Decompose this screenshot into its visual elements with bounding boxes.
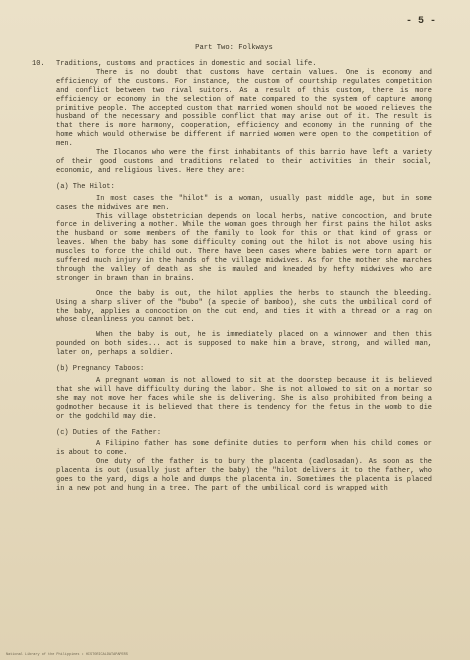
section-heading	[32, 60, 432, 69]
hilot-paragraph-2: This village obstetrician depends on local herbs, native concoction, and brute force in delivering a mother. While the woman goes through her first pains the hilot asks the husband or some members of the family to look for this or that kind of grass or leaves. When the baby has some difficulty coming out the hilot is not above using his muscles to force the child out. There have been cases where babies were torn apart or suffered much injury in the hands of the village midwives. As for the mother she marches through the valley of death as she is mauled and kneaded by hefty midwives who are stronger in brawn than in brains.	[56, 212, 432, 283]
footer-credit: National Library of the Philippines • HISTORICALDATAPAPERS	[6, 653, 128, 657]
page-number: - 5 -	[405, 16, 436, 27]
hilot-paragraph-1: In most cases the "hilot" is a woman, usually past middle age, but in some cases the midwives are men.	[56, 194, 432, 212]
section-number: 10.	[32, 60, 45, 68]
subsection-duties-father	[36, 440, 432, 493]
subsection-pregnancy-taboos	[36, 377, 432, 422]
part-title: Part Two: Folkways	[195, 44, 273, 52]
subsection-hilot	[36, 195, 432, 358]
subsection-label-duties-father: (c) Duties of the Father:	[56, 428, 162, 437]
father-paragraph-2: One duty of the father is to bury the placenta (cadlosadan). As soon as the placenta is out (usually just after the baby) the "hilot delivers it to the father, who goes to the yard, digs a hole and dumps the placenta in. Sometimes the placenta is placed in a new pot and hung in a tree. The part of the umbilical cord is wrapped with	[56, 458, 432, 493]
hilot-paragraph-4: When the baby is out, he is immediately placed on a winnower and then this pounded on both sides... act is supposed to make him a brave, strong, and willed man, later on, perhaps a soldier.	[56, 331, 432, 358]
subsection-label-hilot: (a) The Hilot:	[56, 182, 115, 191]
taboos-paragraph-1: A pregnant woman is not allowed to sit at the doorstep because it is believed that she will have difficulty during the labor. She is not allowed to sit on a mortar so she may not move her faces while she is delivering. She is also prohibited from being a godmother because it is believed that there is tendency for the fetus in the womb to die or the godchild may die.	[56, 377, 432, 421]
subsection-label-pregnancy-taboos: (b) Pregnancy Taboos:	[56, 365, 145, 374]
intro-paragraph-1: There is no doubt that customs have certain values. One is economy and efficiency of the customs. For instance, the custom of courtship regulates competition and conflict between two rival suitors. As a result of this custom, there is more efficiency or economy in the selection of mate compared to the system of capture among primitive people. The accepted custom that married women should not be wooed relieves the husband of the necessary and possible conflict that may arise out of it. The result is that there is more harmony, cooperation, efficiency and economy in the running of the home which would otherwise be different if married women were open to the competition of men.	[56, 68, 432, 149]
intro-paragraph-2: The Ilocanos who were the first inhabitants of this barrio have left a variety of their good customs and traditions related to their activities in their social, economic, and religious lives. Here they are:	[56, 149, 432, 175]
father-paragraph-1: A Filipino father has some definite duties to perform when his child comes or is about to come.	[56, 440, 432, 458]
section-intro	[36, 69, 432, 176]
section-heading-text: Traditions, customs and practices in domestic and social life.	[56, 60, 317, 68]
hilot-paragraph-3: Once the baby is out, the hilot applies the herbs to staunch the bleeding. Using a sharp sliver of the "bubo" (a specie of bamboo), she cuts the umbilical cord of the baby, applies a concoction on the cut end, and ties it with a thread or a rag on whose cleanliness you cannot bet.	[56, 289, 432, 325]
